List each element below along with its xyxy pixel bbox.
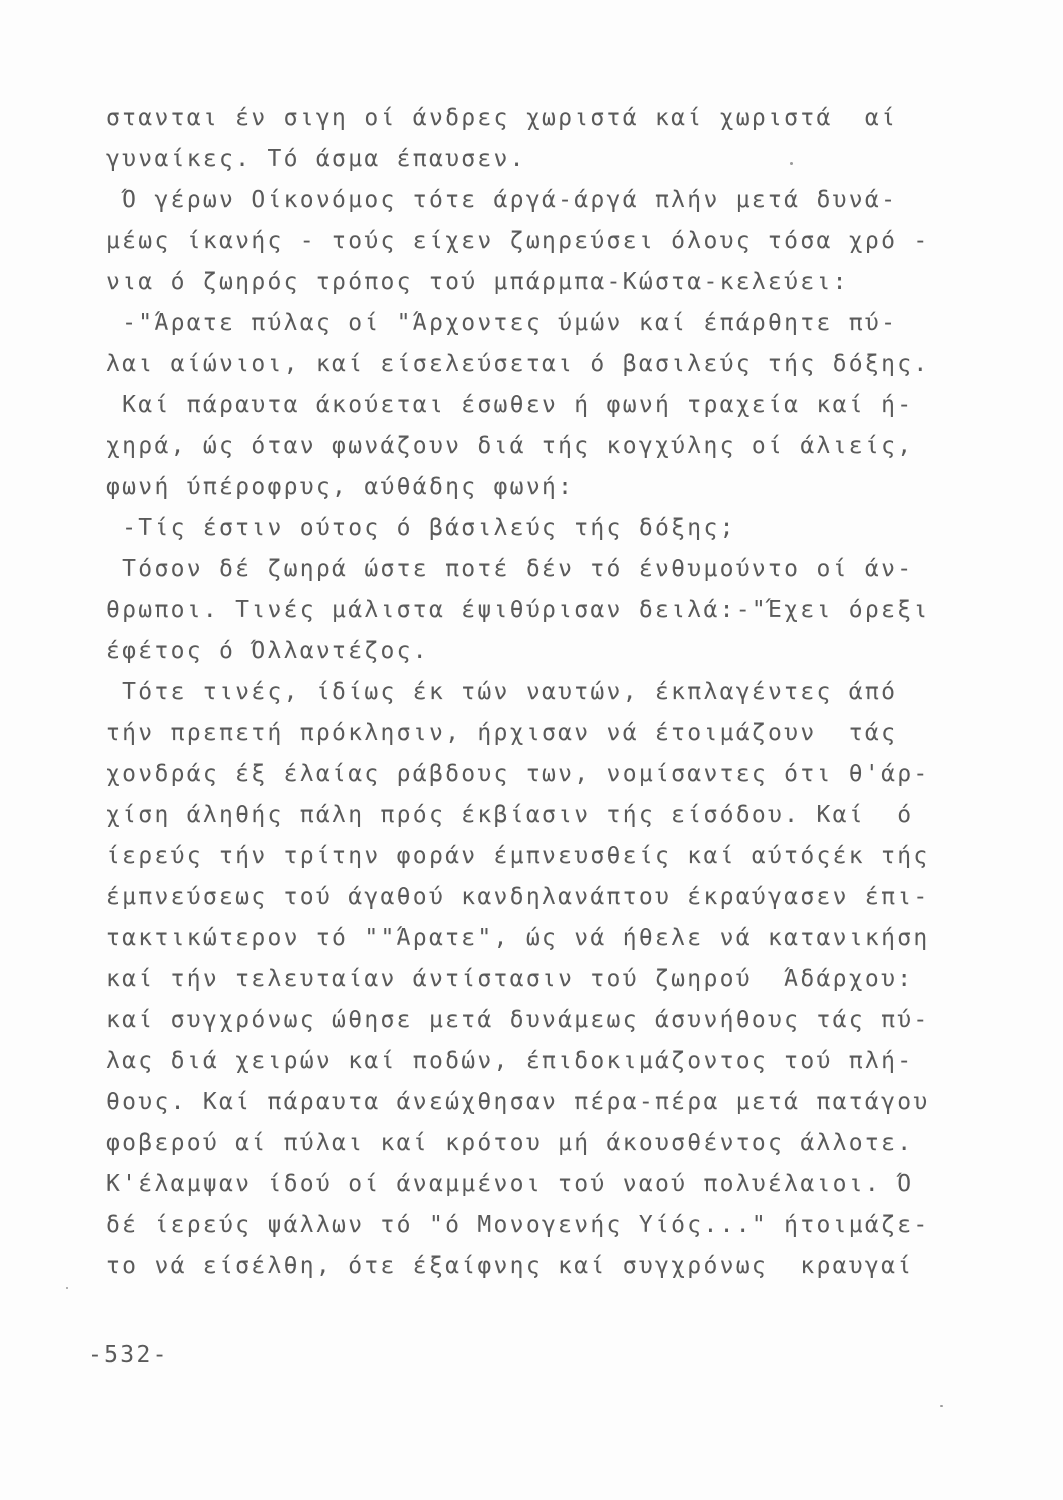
text-line: χηρά, ώς όταν φωνάζουν διά τής κογχύλης οί άλιείς, xyxy=(106,433,914,459)
text-line: χίση άληθής πάλη πρός έκβίασιν τής είσόδου. Καί ό xyxy=(106,802,914,828)
text-line: λαι αίώνιοι, καί είσελεύσεται ό βασιλεύς τής δόξης. xyxy=(106,351,930,377)
text-line: έμπνεύσεως τού άγαθού κανδηλανάπτου έκραύγασεν έπι- xyxy=(106,884,930,910)
text-line: καί συγχρόνως ώθησε μετά δυνάμεως άσυνήθους τάς πύ- xyxy=(106,1007,930,1033)
text-line: στανται έν σιγη οί άνδρες χωριστά καί χωριστά αί xyxy=(106,105,898,131)
text-line: δέ ίερεύς ψάλλων τό "ό Μονογενής Υίός..." ήτοιμάζε- xyxy=(106,1212,930,1238)
text-line: φωνή ύπέροφρυς, αύθάδης φωνή: xyxy=(106,474,575,500)
text-line: Κ'έλαμψαν ίδού οί άναμμένοι τού ναού πολυέλαιοι. Ό xyxy=(106,1171,914,1197)
text-line: νια ό ζωηρός τρόπος τού μπάρμπα-Κώστα-κελεύει: xyxy=(106,269,849,295)
page-number: -532- xyxy=(88,1342,169,1368)
text-line: γυναίκες. Τό άσμα έπαυσεν. xyxy=(106,146,526,172)
text-line: ίερεύς τήν τρίτην φοράν έμπνευσθείς καί αύτόςέκ τής xyxy=(106,843,930,869)
dust-speck xyxy=(790,162,793,165)
text-line: θρωποι. Τινές μάλιστα έψιθύρισαν δειλά:-"Έχει όρεξι xyxy=(106,597,930,623)
text-line: Ό γέρων Οίκονόμος τότε άργά-άργά πλήν μετά δυνά- xyxy=(106,187,898,213)
text-line: φοβερού αί πύλαι καί κρότου μή άκουσθέντος άλλοτε. xyxy=(106,1130,914,1156)
text-line: λας διά χειρών καί ποδών, έπιδοκιμάζοντος τού πλή- xyxy=(106,1048,914,1074)
text-line: Τότε τινές, ίδίως έκ τών ναυτών, έκπλαγέντες άπό xyxy=(106,679,898,705)
text-line: θους. Καί πάραυτα άνεώχθησαν πέρα-πέρα μετά πατάγου xyxy=(106,1089,930,1115)
text-line: -Τίς έστιν ούτος ό βάσιλεύς τής δόξης; xyxy=(106,515,736,541)
text-line: χονδράς έξ έλαίας ράβδους των, νομίσαντες ότι θ'άρ- xyxy=(106,761,930,787)
text-line: -"Άρατε πύλας οί "Άρχοντες ύμών καί έπάρθητε πύ- xyxy=(106,310,898,336)
body-text xyxy=(106,98,1001,1287)
text-line: καί τήν τελευταίαν άντίστασιν τού ζωηρού Άδάρχου: xyxy=(106,966,914,992)
text-line: Καί πάραυτα άκούεται έσωθεν ή φωνή τραχεία καί ή- xyxy=(106,392,914,418)
text-line: μέως ίκανής - τούς είχεν ζωηρεύσει όλους τόσα χρό - xyxy=(106,228,930,254)
text-line: τήν πρεπετή πρόκλησιν, ήρχισαν νά έτοιμάζουν τάς xyxy=(106,720,898,746)
text-line: Τόσον δέ ζωηρά ώστε ποτέ δέν τό ένθυμούντο οί άν- xyxy=(106,556,914,582)
text-line: έφέτος ό Όλλαντέζος. xyxy=(106,638,429,664)
dust-speck xyxy=(66,1287,68,1289)
text-line: το νά είσέλθη, ότε έξαίφνης καί συγχρόνως κραυγαί xyxy=(106,1253,914,1279)
text-line: τακτικώτερον τό ""Άρατε", ώς νά ήθελε νά κατανικήση xyxy=(106,925,930,951)
dust-speck xyxy=(940,1405,943,1407)
